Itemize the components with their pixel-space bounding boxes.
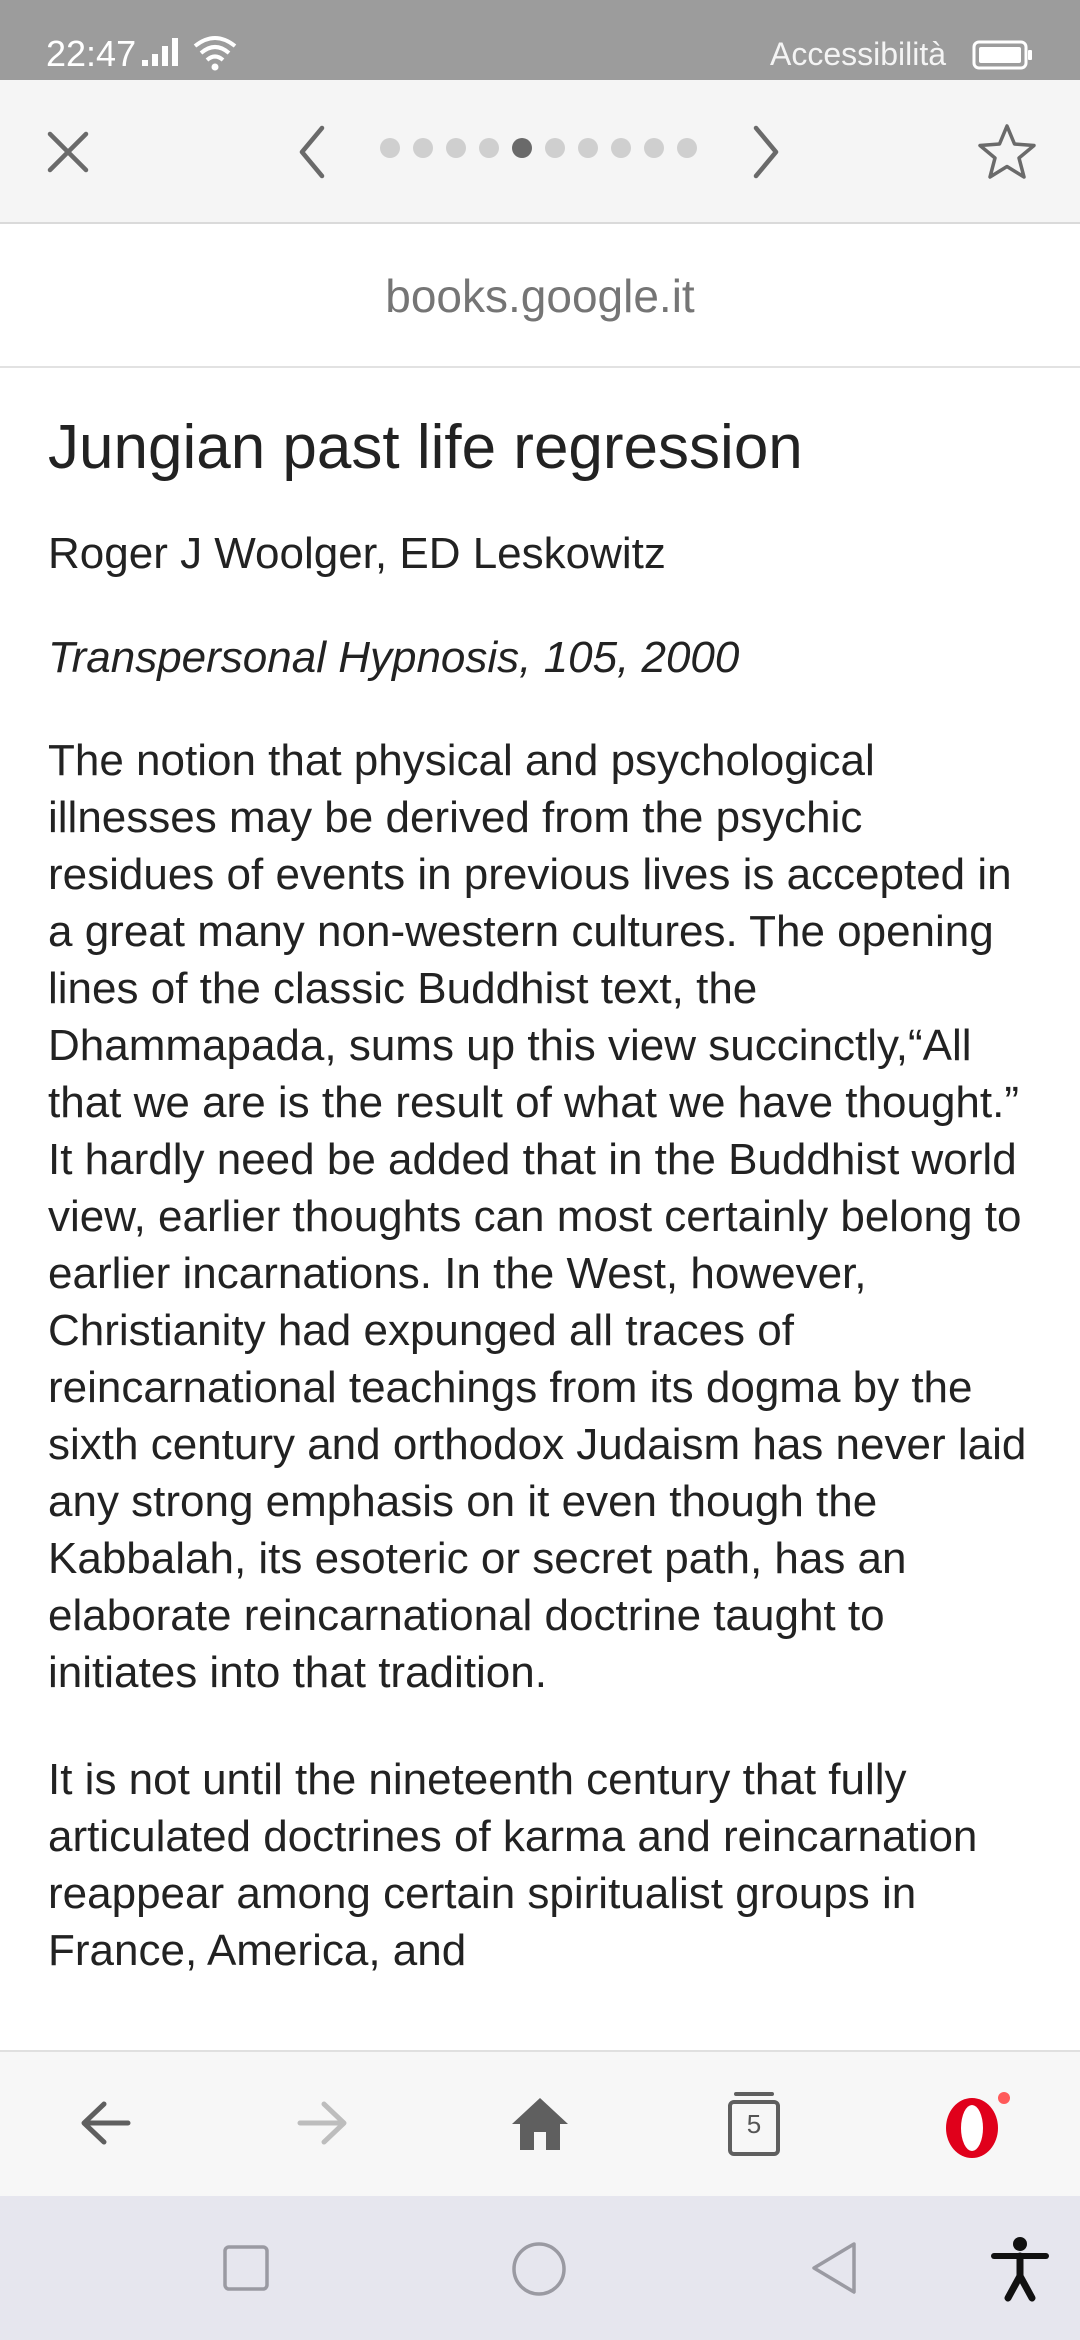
recents-square-icon[interactable] [222, 2244, 270, 2297]
close-icon[interactable] [40, 124, 96, 185]
tab-count: 5 [746, 2109, 762, 2139]
wifi-icon [192, 32, 238, 77]
page-dot[interactable] [413, 138, 433, 158]
page-dot[interactable] [545, 138, 565, 158]
home-circle-icon[interactable] [510, 2240, 568, 2303]
page-dot[interactable] [380, 138, 400, 158]
page-dot[interactable] [446, 138, 466, 158]
article-content [48, 410, 1038, 2050]
accessibility-label: Accessibilità [770, 36, 947, 72]
status-bar [0, 0, 1080, 80]
page-dot[interactable] [644, 138, 664, 158]
page-dot[interactable] [512, 138, 532, 158]
page-dot[interactable] [578, 138, 598, 158]
system-nav-bar [0, 2196, 1080, 2340]
url-bar[interactable] [0, 224, 1080, 368]
chevron-right-icon[interactable] [746, 120, 786, 189]
opera-logo-icon[interactable] [936, 2090, 1016, 2167]
article-paragraph: The notion that physical and psychological illnesses may be derived from the psychic residues of events in previous lives is accepted in a great many non-western cultures. The opening lines of the classic Buddhist text, the Dhammapada, sums up this view succinctly,“All that we are is the result of what we have thought.” It hardly need be added that in the Buddhist world view, earlier thoughts can most certainly belong to earlier incarnations. In the West, however, Christianity had expunged all traces of reincarnational teachings from its dogma by the sixth century and orthodox Judaism has never laid any strong emphasis on it even though the Kabbalah, its esoteric or secret path, has an elaborate reincarnational doctrine taught to initiates into that tradition. [48, 736, 1027, 1697]
url-domain[interactable]: books.google.it [385, 270, 695, 322]
browser-bottom-nav [0, 2050, 1080, 2196]
signal-icon [140, 34, 184, 73]
back-triangle-icon[interactable] [808, 2240, 860, 2301]
home-icon[interactable] [508, 2094, 572, 2157]
accessibility-icon[interactable] [990, 2236, 1050, 2307]
star-icon[interactable] [976, 122, 1038, 187]
arrow-forward-icon[interactable] [294, 2098, 350, 2153]
article-title: Jungian past life regression [48, 413, 803, 482]
page-dot[interactable] [611, 138, 631, 158]
status-time: 22:47 [46, 33, 137, 74]
tabs-icon[interactable] [726, 2088, 782, 2158]
page-dot[interactable] [677, 138, 697, 158]
battery-icon [972, 40, 1034, 75]
chevron-left-icon[interactable] [292, 120, 332, 189]
top-toolbar [0, 80, 1080, 224]
article-paragraph: It is not until the nineteenth century that fully articulated doctrines of karma and reincarnation reappear among certain spiritualist groups in France, America, and [48, 1755, 978, 1975]
article-source: Transpersonal Hypnosis, 105, 2000 [48, 633, 740, 682]
arrow-back-icon[interactable] [78, 2098, 134, 2153]
page-dot[interactable] [479, 138, 499, 158]
article-authors: Roger J Woolger, ED Leskowitz [48, 529, 666, 578]
